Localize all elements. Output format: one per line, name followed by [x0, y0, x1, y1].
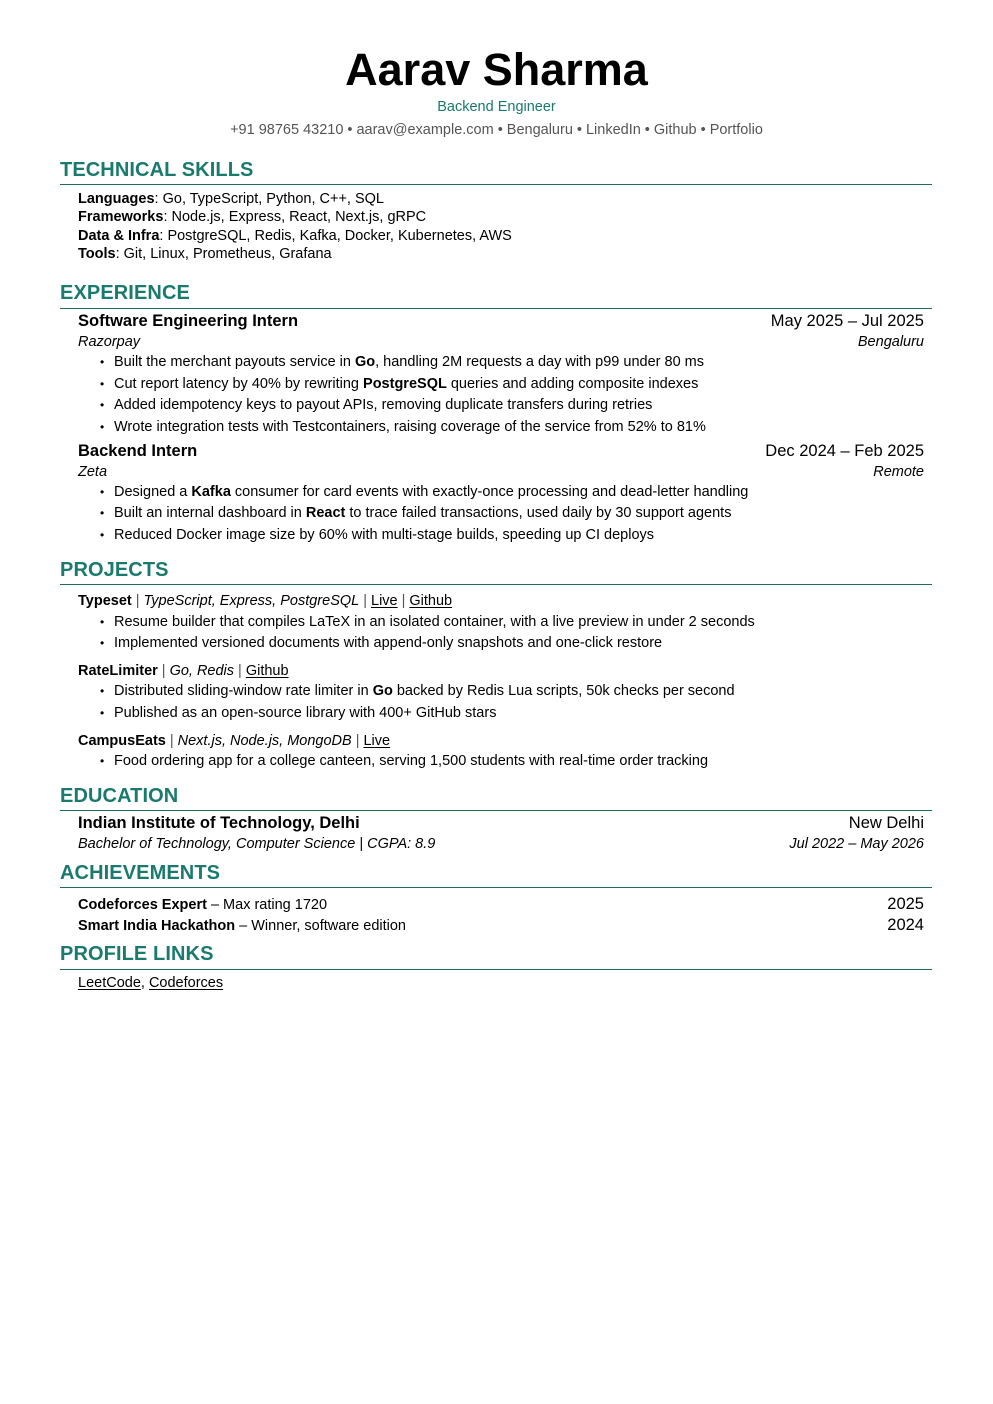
bullet-text: Published as an open-source library with 400+ GitHub stars [114, 705, 497, 721]
bullet-highlight: Kafka [191, 484, 231, 500]
bullet-text: queries and adding composite indexes [446, 376, 699, 392]
bullet-text: Built an internal dashboard in [114, 505, 306, 521]
education-dates: Jul 2022 – May 2026 [789, 836, 924, 852]
skills-section-rule [60, 184, 932, 185]
project-header [78, 662, 289, 680]
pipe-separator: | [135, 593, 140, 609]
profile-links-section-rule [60, 969, 932, 970]
bullet-item [114, 504, 731, 522]
job-company: Zeta [78, 464, 108, 480]
contact-item: +91 98765 43210 [230, 122, 344, 138]
job-company: Razorpay [78, 334, 141, 350]
candidate-role: Backend Engineer [437, 99, 556, 115]
skill-label: Tools [78, 246, 116, 262]
achievement-detail: – Max rating 1720 [206, 897, 328, 913]
bullet-text: Built the merchant payouts service in [114, 354, 355, 370]
bullet-item [114, 526, 654, 544]
bullet-text: Resume builder that compiles LaTeX in an isolated container, with a live preview in under 2 seconds [114, 614, 755, 630]
contact-separator: • [576, 122, 582, 138]
skill-value: : Node.js, Express, React, Next.js, gRPC [163, 209, 427, 225]
bullet-text: Implemented versioned documents with append-only snapshots and one-click restore [114, 635, 663, 651]
bullet-text: Designed a [114, 484, 192, 500]
bullet-item [114, 704, 496, 722]
experience-section-rule [60, 308, 932, 309]
bullet-item [114, 682, 735, 700]
education-section-rule [60, 810, 932, 811]
bullet-item [114, 353, 704, 371]
project-name: RateLimiter [78, 663, 158, 679]
job-dates: Dec 2024 – Feb 2025 [765, 442, 924, 460]
job-location: Bengaluru [857, 334, 924, 350]
contact-item: Bengaluru [506, 122, 573, 138]
bullet-item [114, 396, 652, 414]
education-section-title: EDUCATION [60, 785, 179, 807]
school-name: Indian Institute of Technology, Delhi [78, 814, 360, 832]
project-tech: Go, Redis [169, 663, 235, 679]
bullet-text: backed by Redis Lua scripts, 50k checks per second [392, 683, 735, 699]
bullet-highlight: Go [372, 683, 393, 699]
bullet-text: consumer for card events with exactly-once processing and dead-letter handling [230, 484, 749, 500]
bullet-text: Added idempotency keys to payout APIs, removing duplicate transfers during retries [114, 397, 653, 413]
skill-value: : PostgreSQL, Redis, Kafka, Docker, Kubernetes, AWS [159, 228, 512, 244]
bullet-text: Reduced Docker image size by 60% with multi-stage builds, speeding up CI deploys [114, 527, 655, 543]
skill-row [78, 190, 924, 208]
pipe-separator: | [161, 663, 166, 679]
skill-value: : Go, TypeScript, Python, C++, SQL [154, 191, 384, 207]
skill-value: : Git, Linux, Prometheus, Grafana [115, 246, 332, 262]
bullet-text: Wrote integration tests with Testcontainers, raising coverage of the service from 52% to 81% [114, 419, 706, 435]
achievement-detail: – Winner, software edition [235, 918, 406, 934]
degree: Bachelor of Technology, Computer Science | CGPA: 8.9 [78, 836, 436, 852]
pipe-separator: | [238, 663, 242, 679]
contact-line [0, 120, 993, 140]
project-name: Typeset [78, 593, 132, 609]
profile-link-leetcode[interactable]: LeetCode [78, 975, 141, 991]
contact-item[interactable]: LinkedIn [585, 122, 641, 138]
profile-links-section-title: PROFILE LINKS [60, 943, 214, 965]
skill-row [78, 245, 924, 263]
bullet-item [114, 613, 755, 631]
achievement-year: 2025 [887, 895, 924, 913]
project-header [78, 732, 390, 750]
bullet-text: Food ordering app for a college canteen, serving 1,500 students with real-time order tracking [114, 753, 709, 769]
pipe-separator: | [355, 733, 360, 749]
contact-item[interactable]: aarav@example.com [356, 122, 494, 138]
achievements-section-rule [60, 887, 932, 888]
skill-row [78, 227, 924, 245]
bullet-item [114, 634, 662, 652]
experience-section-title: EXPERIENCE [60, 282, 190, 304]
bullet-item [114, 483, 748, 501]
job-role: Software Engineering Intern [78, 312, 299, 330]
candidate-name: Aarav Sharma [345, 44, 648, 95]
profile-link-codeforces[interactable]: Codeforces [148, 975, 224, 991]
bullet-text: Cut report latency by 40% by rewriting [114, 376, 364, 392]
contact-separator: • [347, 122, 353, 138]
link-separator: , [140, 975, 149, 991]
skill-label: Languages [78, 191, 155, 207]
pipe-separator: | [401, 593, 406, 609]
contact-separator: • [700, 122, 706, 138]
skill-label: Frameworks [78, 209, 164, 225]
achievement-name: Codeforces Expert [78, 897, 207, 913]
job-location: Remote [873, 464, 924, 480]
contact-separator: • [644, 122, 650, 138]
project-header [78, 592, 452, 610]
project-link-github[interactable]: Github [245, 663, 289, 679]
project-name: CampusEats [78, 733, 166, 749]
bullet-highlight: React [305, 505, 346, 521]
skill-row [78, 208, 924, 226]
projects-section-rule [60, 584, 932, 585]
job-role: Backend Intern [78, 442, 198, 460]
skill-label: Data & Infra [78, 228, 160, 244]
school-location: New Delhi [848, 814, 924, 832]
project-tech: Next.js, Node.js, MongoDB [177, 733, 352, 749]
bullet-text: , handling 2M requests a day with p99 under 80 ms [375, 354, 704, 370]
project-tech: TypeScript, Express, PostgreSQL [143, 593, 360, 609]
bullet-item [114, 418, 706, 436]
project-link-github[interactable]: Github [409, 593, 453, 609]
project-link-live[interactable]: Live [363, 733, 391, 749]
pipe-separator: | [169, 733, 174, 749]
job-dates: May 2025 – Jul 2025 [770, 312, 924, 330]
achievement-year: 2024 [887, 916, 924, 934]
projects-section-title: PROJECTS [60, 559, 169, 581]
bullet-text: Distributed sliding-window rate limiter in [114, 683, 373, 699]
pipe-separator: | [363, 593, 367, 609]
bullet-highlight: Go [354, 354, 376, 370]
project-link-live[interactable]: Live [371, 593, 398, 609]
bullet-item [114, 375, 698, 393]
achievement-item [78, 896, 327, 914]
bullet-text: to trace failed transactions, used daily by 30 support agents [345, 505, 732, 521]
bullet-item [114, 752, 708, 770]
contact-item[interactable]: Portfolio [709, 122, 763, 138]
achievements-section-title: ACHIEVEMENTS [60, 862, 221, 884]
skills-section-title: TECHNICAL SKILLS [60, 159, 254, 181]
contact-separator: • [497, 122, 503, 138]
achievement-name: Smart India Hackathon [78, 918, 236, 934]
contact-item[interactable]: Github [653, 122, 697, 138]
achievement-item [78, 917, 406, 935]
profile-links [78, 974, 223, 992]
bullet-highlight: PostgreSQL [363, 376, 447, 392]
